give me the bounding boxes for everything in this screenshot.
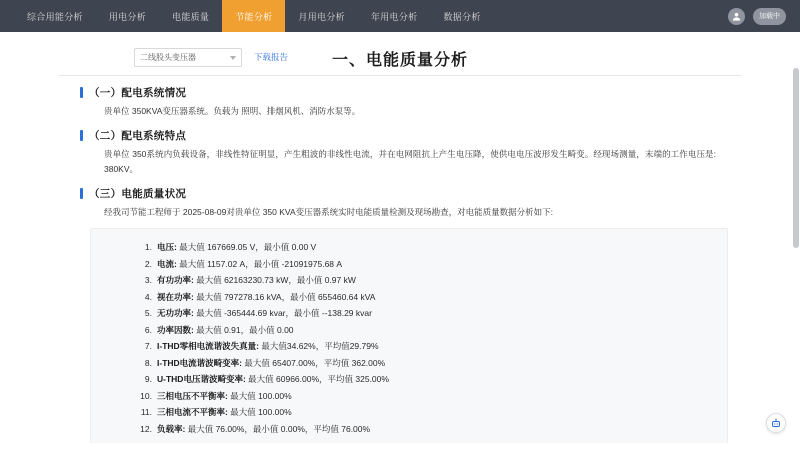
user-status-badge[interactable]: 加载中 <box>753 8 786 25</box>
metric-value: 最大值 100.00% <box>230 390 292 401</box>
metric-label: I-THD电流谐波畸变率: <box>157 357 242 368</box>
metric-index: 8. <box>144 357 152 368</box>
nav-item-energy-saving[interactable]: 节能分析 <box>222 0 285 32</box>
page-scrollbar-thumb[interactable] <box>793 68 799 248</box>
list-item <box>137 305 727 322</box>
section-heading-row <box>80 128 742 143</box>
list-item <box>137 355 727 372</box>
metric-value: 最大值 100.00% <box>230 407 292 417</box>
metric-label: 有功功率: <box>157 275 194 285</box>
list-item <box>137 421 727 438</box>
device-selector[interactable] <box>134 48 242 67</box>
list-item <box>137 371 727 388</box>
metric-label: U-THD电压谐波畸变率: <box>157 374 246 384</box>
metric-label: 功率因数: <box>157 324 194 335</box>
metric-label: I-THD零相电流谐波失真量: <box>157 341 259 351</box>
metric-value: 最大值 1157.02 A，最小值 -21091975.68 A <box>179 258 343 269</box>
section-body: 贵单位 350系统内负载设备，非线性特征明显，产生粗波的非线性电流，并在电网阻抗上产生电压降，使供电电压波形发生畸变。经现场测量，末端的工作电压是: 380KV。 <box>104 149 716 174</box>
metric-label: 无功功率: <box>157 308 194 318</box>
metric-index: 5. <box>144 308 152 318</box>
nav-item-comprehensive[interactable]: 综合用能分析 <box>27 11 83 22</box>
metric-index: 10. <box>140 390 152 401</box>
list-item <box>137 404 727 421</box>
metric-index: 7. <box>144 341 152 351</box>
metric-index: 4. <box>144 291 152 302</box>
section-accent-bar <box>80 87 83 98</box>
top-navigation-bar <box>0 0 800 32</box>
metrics-list <box>91 239 727 437</box>
section-body: 贵单位 350KVA变压器系统。负载为 照明、排烟风机、消防水泵等。 <box>104 106 361 116</box>
nav-item-data-analysis[interactable]: 数据分析 <box>443 11 481 22</box>
section-body: 经我司节能工程师于 2025-08-09对贵单位 350 KVA变压器系统实时电能质量检测及现场勘查，对电能质量数据分析如下: <box>104 207 553 217</box>
list-item <box>137 388 727 405</box>
metric-index: 9. <box>144 374 152 384</box>
nav-item-list <box>14 0 494 32</box>
metric-label: 电流: <box>157 258 177 269</box>
list-item <box>137 239 727 256</box>
device-selector-value: 二线股头变压器 <box>140 53 196 62</box>
nav-item-power-analysis[interactable]: 用电分析 <box>108 11 147 22</box>
list-item <box>137 322 727 339</box>
list-item <box>137 338 727 355</box>
topbar-right-group <box>728 8 790 25</box>
section-accent-bar <box>80 130 83 141</box>
section-title: （一）配电系统情况 <box>89 87 187 99</box>
metric-value: 最大值 65407.00%，平均值 362.00% <box>244 357 386 368</box>
metric-index: 3. <box>144 275 152 285</box>
metric-value: 最大值 76.00%，最小值 0.00%，平均值 76.00% <box>187 423 371 434</box>
section-heading-row <box>80 186 742 201</box>
list-item <box>137 272 727 289</box>
section-title: （三）电能质量状况 <box>89 188 187 200</box>
list-item <box>137 289 727 306</box>
metric-label: 电压: <box>157 242 177 252</box>
chevron-down-icon <box>230 56 236 60</box>
metric-value: 最大值34.62%，平均值29.79% <box>261 341 379 351</box>
metric-value: 最大值 797278.16 kVA，最小值 655460.64 kVA <box>196 291 376 302</box>
list-item <box>137 256 727 273</box>
metric-label: 视在功率: <box>157 291 194 302</box>
page-title-row <box>58 42 742 76</box>
metric-value: 最大值 62163230.73 kW，最小值 0.97 kW <box>196 275 356 285</box>
download-report-link[interactable]: 下载报告 <box>254 52 289 62</box>
nav-item-yearly[interactable]: 年用电分析 <box>370 11 418 22</box>
metric-index: 6. <box>144 324 152 335</box>
section-heading-row <box>80 85 742 100</box>
page-title: 一、电能质量分析 <box>331 52 468 69</box>
nav-item-monthly[interactable]: 月用电分析 <box>298 11 345 22</box>
metric-label: 三相电流不平衡率: <box>157 407 228 417</box>
section-accent-bar <box>80 188 83 199</box>
metric-value: 最大值 167669.05 V，最小值 0.00 V <box>179 242 317 252</box>
metric-index: 12. <box>140 423 152 434</box>
metric-index: 11. <box>140 407 152 417</box>
bottom-strip <box>0 443 800 451</box>
metric-value: 最大值 0.91，最小值 0.00 <box>196 324 294 335</box>
metrics-panel <box>90 228 728 443</box>
section-power-quality-status <box>58 186 742 220</box>
metric-value: 最大值 -365444.69 kvar，最小值 --138.29 kvar <box>196 308 372 318</box>
metric-value: 最大值 60966.00%，平均值 325.00% <box>248 374 389 384</box>
metric-label: 三相电压不平衡率: <box>157 390 228 401</box>
section-title: （二）配电系统特点 <box>89 130 187 142</box>
nav-item-power-quality[interactable]: 电能质量 <box>172 11 210 22</box>
user-avatar-icon[interactable] <box>728 8 745 25</box>
section-distribution-overview <box>58 85 742 119</box>
metric-index: 1. <box>144 242 152 252</box>
report-page <box>0 32 800 443</box>
main-content <box>0 32 800 443</box>
metric-label: 负载率: <box>157 423 186 434</box>
metric-index: 2. <box>144 258 152 269</box>
section-distribution-features <box>58 128 742 177</box>
assistant-icon[interactable] <box>766 413 786 433</box>
